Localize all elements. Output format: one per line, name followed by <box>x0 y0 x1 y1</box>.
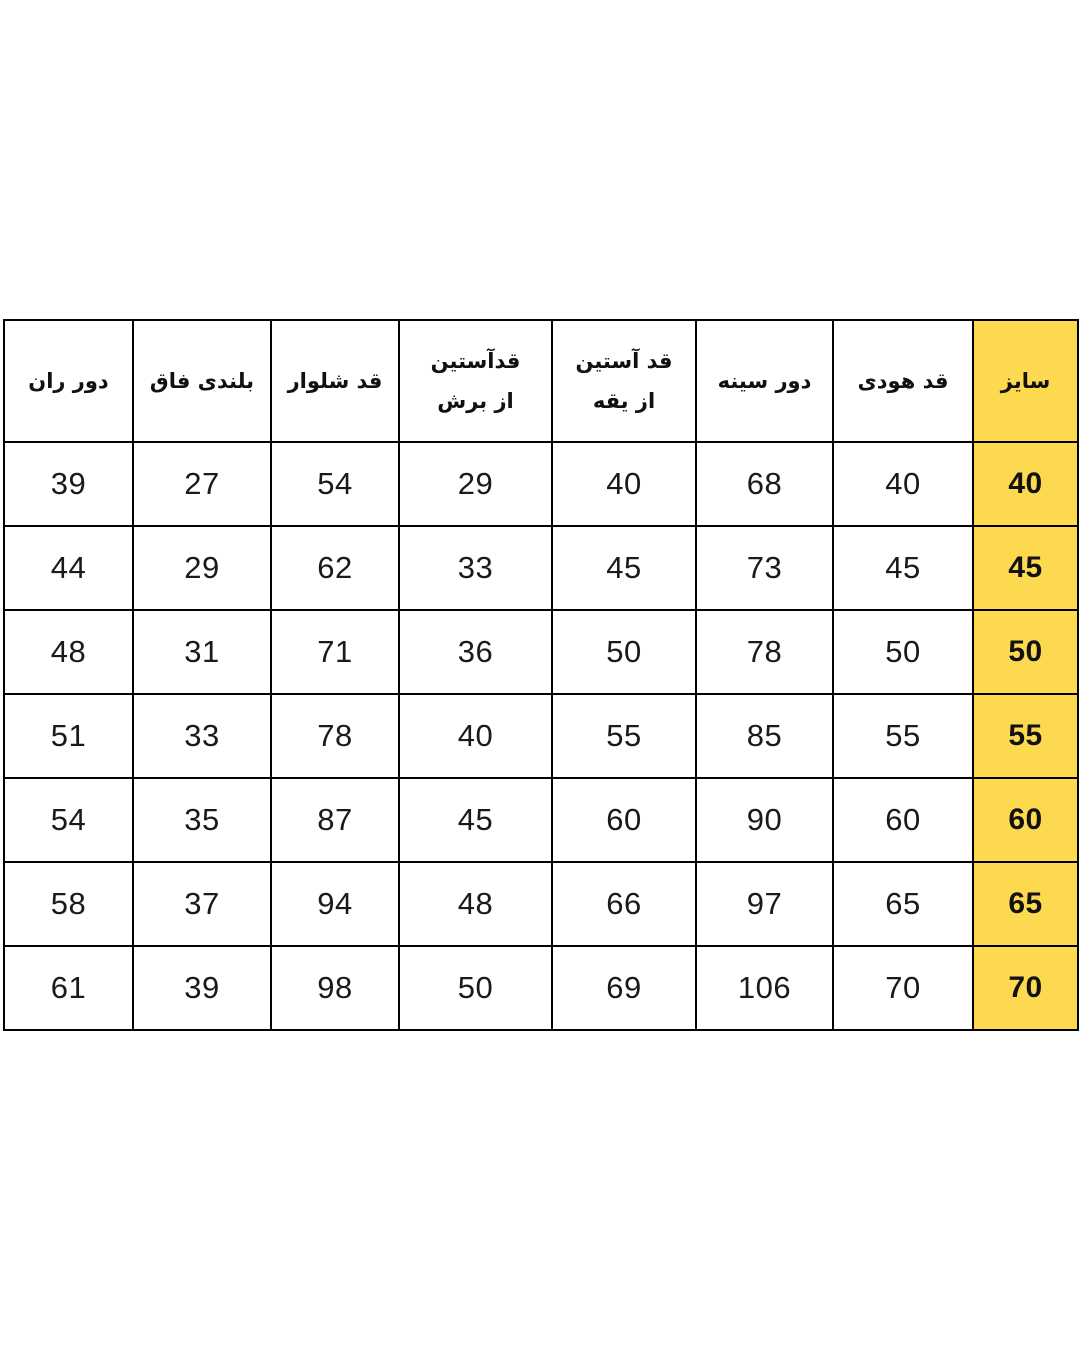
cell-rise: 39 <box>133 946 271 1030</box>
header-chest: دور سینه <box>696 320 833 442</box>
cell-rise: 29 <box>133 526 271 610</box>
header-size: سایز <box>973 320 1078 442</box>
cell-sleeve-from-collar: 55 <box>552 694 696 778</box>
header-rise: بلندی فاق <box>133 320 271 442</box>
cell-thigh: 61 <box>4 946 133 1030</box>
header-pants-length: قد شلوار <box>271 320 399 442</box>
cell-sleeve-from-collar: 60 <box>552 778 696 862</box>
cell-sleeve-from-cut: 40 <box>399 694 552 778</box>
cell-sleeve-from-collar: 40 <box>552 442 696 526</box>
cell-rise: 31 <box>133 610 271 694</box>
table-row <box>4 946 1078 1030</box>
cell-size: 70 <box>973 946 1078 1030</box>
cell-hoodie-length: 45 <box>833 526 973 610</box>
cell-sleeve-from-cut: 33 <box>399 526 552 610</box>
cell-size: 60 <box>973 778 1078 862</box>
table-row <box>4 610 1078 694</box>
cell-thigh: 58 <box>4 862 133 946</box>
table-row <box>4 694 1078 778</box>
cell-thigh: 54 <box>4 778 133 862</box>
cell-hoodie-length: 60 <box>833 778 973 862</box>
cell-pants-length: 78 <box>271 694 399 778</box>
cell-sleeve-from-collar: 50 <box>552 610 696 694</box>
cell-pants-length: 71 <box>271 610 399 694</box>
cell-chest: 68 <box>696 442 833 526</box>
header-thigh: دور ران <box>4 320 133 442</box>
cell-hoodie-length: 40 <box>833 442 973 526</box>
table-row <box>4 862 1078 946</box>
cell-hoodie-length: 70 <box>833 946 973 1030</box>
header-sleeve-from-cut: قدآستین از برش <box>399 320 552 442</box>
cell-sleeve-from-collar: 45 <box>552 526 696 610</box>
cell-hoodie-length: 55 <box>833 694 973 778</box>
cell-sleeve-from-cut: 29 <box>399 442 552 526</box>
cell-chest: 106 <box>696 946 833 1030</box>
cell-sleeve-from-cut: 45 <box>399 778 552 862</box>
table-row <box>4 442 1078 526</box>
size-chart-table <box>3 319 1079 1031</box>
cell-chest: 90 <box>696 778 833 862</box>
cell-rise: 35 <box>133 778 271 862</box>
cell-thigh: 51 <box>4 694 133 778</box>
cell-size: 50 <box>973 610 1078 694</box>
cell-sleeve-from-collar: 69 <box>552 946 696 1030</box>
cell-chest: 97 <box>696 862 833 946</box>
cell-pants-length: 98 <box>271 946 399 1030</box>
cell-size: 45 <box>973 526 1078 610</box>
cell-size: 40 <box>973 442 1078 526</box>
cell-pants-length: 62 <box>271 526 399 610</box>
cell-size: 55 <box>973 694 1078 778</box>
cell-sleeve-from-collar: 66 <box>552 862 696 946</box>
cell-rise: 37 <box>133 862 271 946</box>
cell-size: 65 <box>973 862 1078 946</box>
cell-thigh: 44 <box>4 526 133 610</box>
table-row <box>4 526 1078 610</box>
header-hoodie-length: قد هودی <box>833 320 973 442</box>
table-row <box>4 778 1078 862</box>
cell-hoodie-length: 65 <box>833 862 973 946</box>
cell-hoodie-length: 50 <box>833 610 973 694</box>
cell-rise: 33 <box>133 694 271 778</box>
cell-pants-length: 94 <box>271 862 399 946</box>
header-row <box>4 320 1078 442</box>
cell-rise: 27 <box>133 442 271 526</box>
cell-pants-length: 87 <box>271 778 399 862</box>
cell-thigh: 39 <box>4 442 133 526</box>
cell-pants-length: 54 <box>271 442 399 526</box>
cell-chest: 85 <box>696 694 833 778</box>
cell-thigh: 48 <box>4 610 133 694</box>
cell-sleeve-from-cut: 36 <box>399 610 552 694</box>
cell-chest: 78 <box>696 610 833 694</box>
cell-chest: 73 <box>696 526 833 610</box>
cell-sleeve-from-cut: 50 <box>399 946 552 1030</box>
header-sleeve-from-collar: قد آستین از یقه <box>552 320 696 442</box>
cell-sleeve-from-cut: 48 <box>399 862 552 946</box>
